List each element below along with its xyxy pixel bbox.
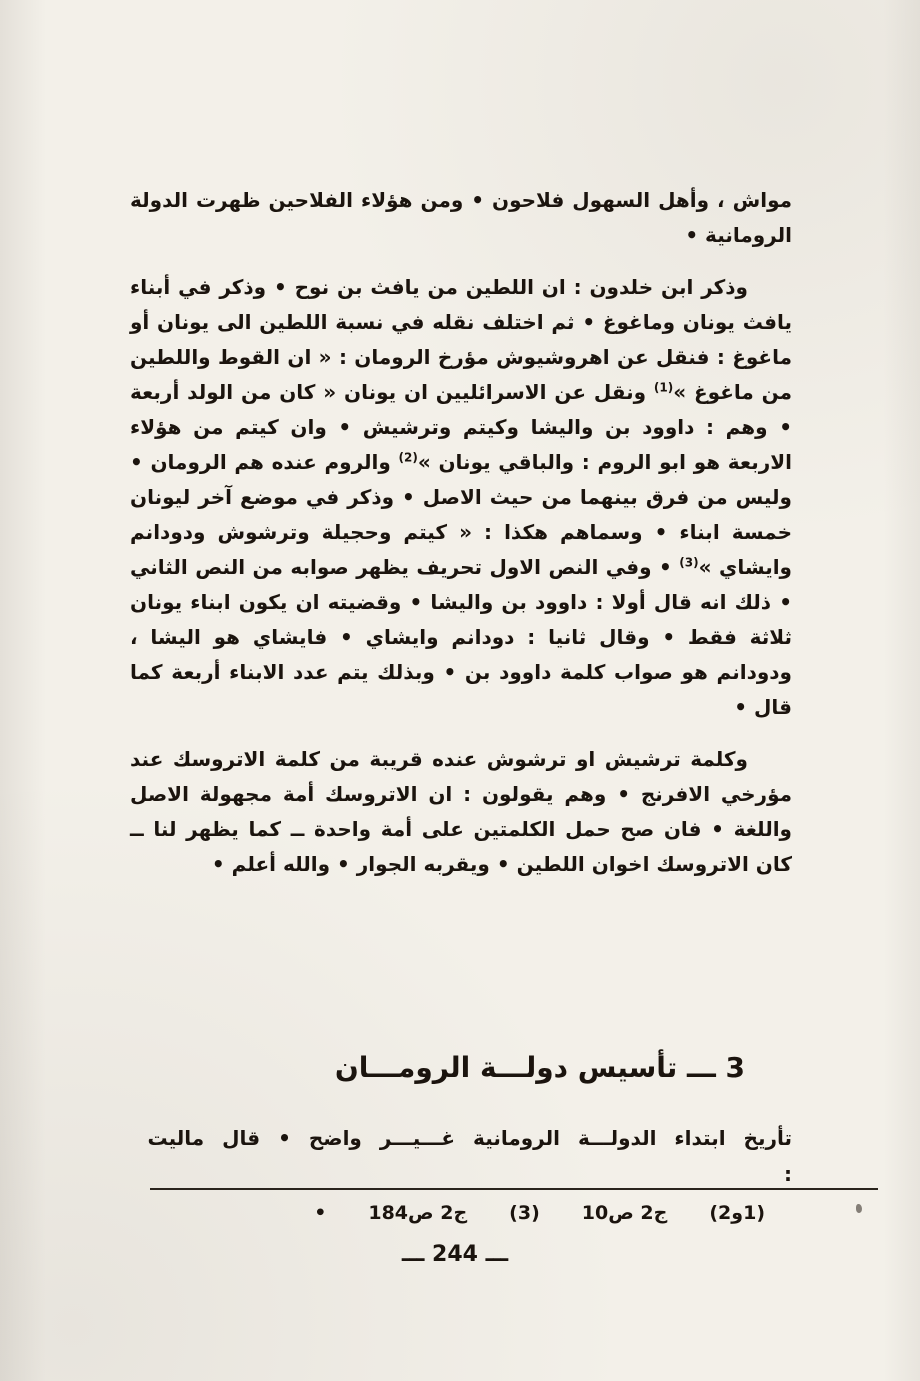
ibn-khaldun-text-part-b: ونقل عن الاسرائليين ان يونان « كان من الولد أربعة • وهم : داوود بن واليشا وكيتم وترشيش • وان كيتم من هؤلاء الاربعة هو ابو الروم : والباقي يونان » — [130, 380, 792, 474]
page-text-block — [130, 183, 792, 899]
ibn-khaldun-text-part-c: والروم عنده هم الرومان • وليس من فرق بينهما من حيث الاصل • وذكر في موضع آخر ليونان خمسة ابناء • وسماهم هكذا : « كيتم وحجيلة وترشوش ودودانم وايشاي » — [130, 450, 792, 579]
paragraph-roman-state-origin: مواش ، وأهل السهول فلاحون • ومن هؤلاء الفلاحين ظهرت الدولة الرومانية • — [130, 188, 792, 247]
page-number: ـــ 244 ـــ — [401, 1242, 509, 1267]
footnote-marker-1: (1) — [653, 380, 674, 395]
footnote-terminator-dot: • — [314, 1202, 327, 1224]
footnotes-line — [314, 1200, 765, 1226]
ibn-khaldun-text-part-a: وذكر ابن خلدون : ان اللطين من يافث بن نوح • وذكر في أبناء يافث يونان وماغوغ • ثم اختلف نقله في نسبة اللطين الى يونان أو ماغوغ : فنقل عن اهروشيوش مؤرخ الرومان : « ان القوط واللطين من ماغوغ » — [130, 275, 793, 404]
ibn-khaldun-text-part-d: • وفي النص الاول تحريف يظهر صوابه من النص الثاني • ذلك انه قال أولا : داوود بن واليشا • وقضيته ان يكون ابناء يونان ثلاثة فقط • وقال ثانيا : دودانم وايشاي • فايشاي هو اليشا ، ودودانم هو صواب كلمة داوود بن • وبذلك يتم عدد الابناء أربعة كما قال • — [130, 555, 792, 719]
footnote-marker-3: (3) — [679, 555, 699, 570]
footnote-ref-3-value: ج2 ص184 — [368, 1202, 468, 1224]
footnote-ref-1-2-value: ج2 ص10 — [581, 1202, 668, 1224]
footnote-divider-line — [150, 1188, 878, 1190]
footnote-ref-3-label: (3) — [509, 1202, 540, 1224]
section-heading: 3 ـــ تأسيس دولـــة الرومـــان — [334, 1051, 745, 1084]
footnote-marker-2: (2) — [398, 450, 418, 465]
section-opening-line: تأريخ ابتداء الدولـــة الرومانية غـــيـــر واضح • قال ماليت : — [147, 1126, 792, 1186]
footnote-ref-1-2-label: (1و2) — [709, 1202, 765, 1224]
scan-artifact-speck — [856, 1204, 862, 1213]
paragraph-etruscan-comparison: وكلمة ترشيش او ترشوش عنده قريبة من كلمة الاتروسك عند مؤرخي الافرنج • وهم يقولون : ان الاتروسك أمة مجهولة الاصل واللغة • فان صح حمل الكلمتين على أمة واحدة ــ كما يظهر لنا ــ كان الاتروسك اخوان اللطين • ويقربه الجوار • والله أعلم • — [130, 747, 792, 876]
paragraph-ibn-khaldun-account — [130, 270, 792, 725]
